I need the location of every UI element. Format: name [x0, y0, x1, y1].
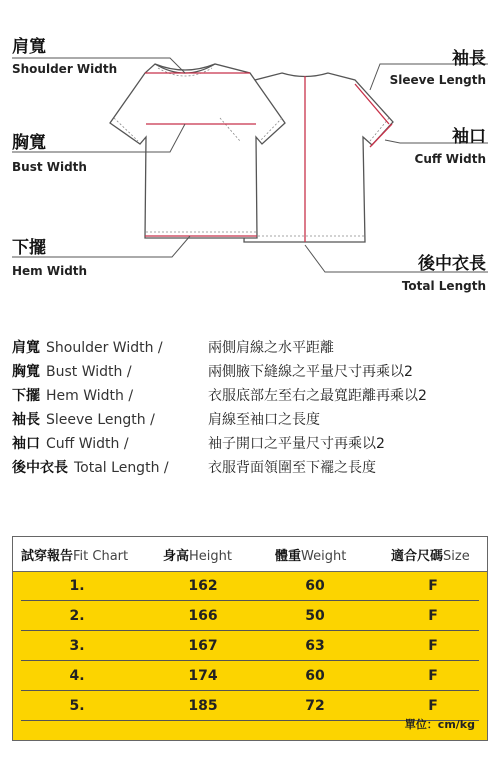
def-description: 衣服底部左至右之最寬距離再乘以2	[208, 388, 427, 404]
row-height: 162	[188, 578, 218, 594]
row-weight: 72	[305, 698, 325, 714]
def-term-en: Hem Width /	[46, 388, 134, 404]
def-description: 兩側腋下縫線之平量尺寸再乘以2	[208, 364, 413, 380]
cuff-label-zh: 袖口	[452, 127, 486, 147]
def-term-zh: 袖口	[12, 436, 40, 452]
sleeve-label-zh: 袖長	[452, 49, 486, 69]
def-term-zh: 肩寬	[12, 340, 40, 356]
def-term-zh: 下擺	[12, 388, 40, 404]
def-term-en: Bust Width /	[46, 364, 132, 380]
row-height: 167	[188, 638, 218, 654]
row-weight: 50	[305, 608, 325, 624]
shoulder-label-zh: 肩寬	[12, 37, 46, 57]
total-length-label-en: Total Length	[401, 279, 486, 293]
table-row	[21, 631, 479, 661]
cuff-label-en: Cuff Width	[414, 152, 486, 166]
fit-chart-table	[12, 536, 488, 741]
sleeve-label-en: Sleeve Length	[389, 73, 486, 87]
row-weight: 63	[305, 638, 325, 654]
row-height: 166	[188, 608, 218, 624]
header-weight: 體重Weight	[275, 549, 347, 564]
row-size: F	[428, 698, 438, 714]
row-height: 174	[188, 668, 218, 684]
bust-label-zh: 胸寬	[12, 133, 46, 153]
row-size: F	[428, 668, 438, 684]
def-term-zh: 胸寬	[12, 364, 40, 380]
def-term-en: Sleeve Length /	[46, 412, 155, 428]
def-term-zh: 後中衣長	[12, 460, 68, 476]
header-fit-chart: 試穿報告Fit Chart	[21, 549, 129, 564]
row-weight: 60	[305, 578, 325, 594]
header-height: 身高Height	[163, 549, 232, 564]
definition-row	[12, 432, 492, 456]
row-size: F	[428, 578, 438, 594]
def-term-en: Total Length /	[74, 460, 169, 476]
definition-row	[12, 408, 492, 432]
total-length-label-zh: 後中衣長	[418, 254, 486, 274]
definition-row	[12, 336, 492, 360]
def-description: 袖子開口之平量尺寸再乘以2	[208, 436, 385, 452]
def-description: 兩側肩線之水平距離	[208, 340, 334, 356]
def-description: 肩線至袖口之長度	[208, 412, 320, 428]
row-size: F	[428, 608, 438, 624]
row-number: 5.	[69, 698, 85, 714]
row-number: 3.	[69, 638, 85, 654]
table-row	[21, 571, 479, 601]
definition-row	[12, 384, 492, 408]
table-row	[21, 661, 479, 691]
definition-row	[12, 456, 492, 480]
fit-chart-header	[13, 537, 487, 572]
definitions-list	[12, 336, 492, 480]
def-term-en: Shoulder Width /	[46, 340, 163, 356]
row-size: F	[428, 638, 438, 654]
def-term-zh: 袖長	[12, 412, 40, 428]
def-description: 衣服背面領圍至下襬之長度	[208, 460, 376, 476]
shoulder-label-en: Shoulder Width	[12, 62, 118, 76]
unit-note: 單位：cm/kg	[404, 718, 475, 731]
hem-label-zh: 下擺	[12, 238, 46, 258]
row-number: 2.	[69, 608, 85, 624]
row-height: 185	[188, 698, 218, 714]
definition-row	[12, 360, 492, 384]
def-term-en: Cuff Width /	[46, 436, 129, 452]
row-weight: 60	[305, 668, 325, 684]
hem-label-en: Hem Width	[12, 264, 88, 278]
table-row	[21, 601, 479, 631]
row-number: 4.	[69, 668, 85, 684]
bust-label-en: Bust Width	[12, 160, 87, 174]
header-size: 適合尺碼Size	[391, 549, 470, 564]
row-number: 1.	[69, 578, 85, 594]
